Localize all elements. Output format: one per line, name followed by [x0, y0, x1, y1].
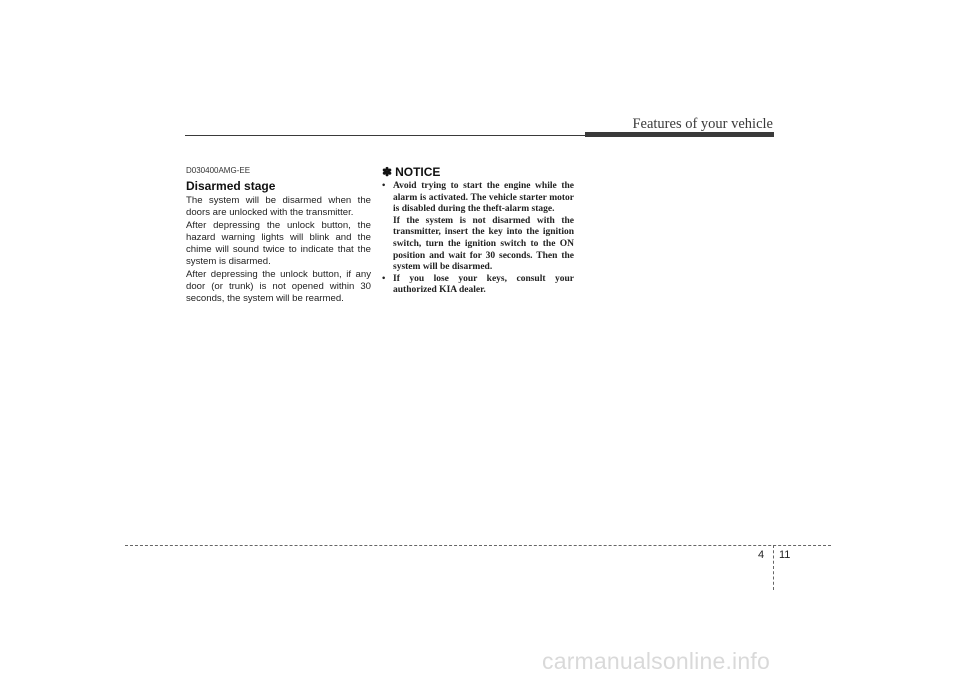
notice-item-text: If the system is not disarmed with the transmitter, insert the key into the ignition switch, turn the ignition switch to the ON position and wait for 30 seconds. Then the system will be disarmed.: [393, 215, 574, 273]
notice-list: [382, 181, 574, 297]
notice-box: [382, 165, 574, 297]
notice-heading: [382, 165, 574, 179]
chapter-number: 4: [758, 549, 765, 561]
doc-code: D030400AMG-EE: [186, 166, 251, 175]
watermark: carmanualsonline.info: [542, 648, 770, 674]
notice-item-text: Avoid trying to start the engine while the alarm is activated. The vehicle starter motor is disabled during the theft-alarm stage.: [393, 181, 574, 215]
notice-item: [382, 274, 574, 297]
body-paragraph: The system will be disarmed when the doors are unlocked with the transmitter.: [186, 195, 371, 218]
notice-star-icon: ✽: [382, 165, 393, 179]
body-paragraph: After depressing the unlock button, the hazard warning lights will blink and the chime will sound twice to indicate that the system is disarmed.: [186, 220, 371, 267]
bullet-icon: •: [382, 181, 386, 191]
header-rule: [185, 135, 585, 136]
bullet-icon: •: [382, 273, 386, 284]
page-number: 11: [779, 549, 791, 561]
left-column: [186, 166, 371, 306]
footer-divider: [125, 545, 831, 546]
notice-heading-text: NOTICE: [395, 165, 441, 179]
notice-item: [382, 181, 574, 274]
body-paragraph: After depressing the unlock button, if any door (or trunk) is not opened within 30 seconds, the system will be rearmed.: [186, 269, 371, 304]
section-heading: Disarmed stage: [186, 179, 276, 193]
footer-vertical-divider: [773, 545, 774, 590]
header-title: Features of your vehicle: [632, 116, 773, 132]
header-rule-accent: [585, 132, 774, 137]
notice-item-text: If you lose your keys, consult your authorized KIA dealer.: [393, 273, 574, 296]
